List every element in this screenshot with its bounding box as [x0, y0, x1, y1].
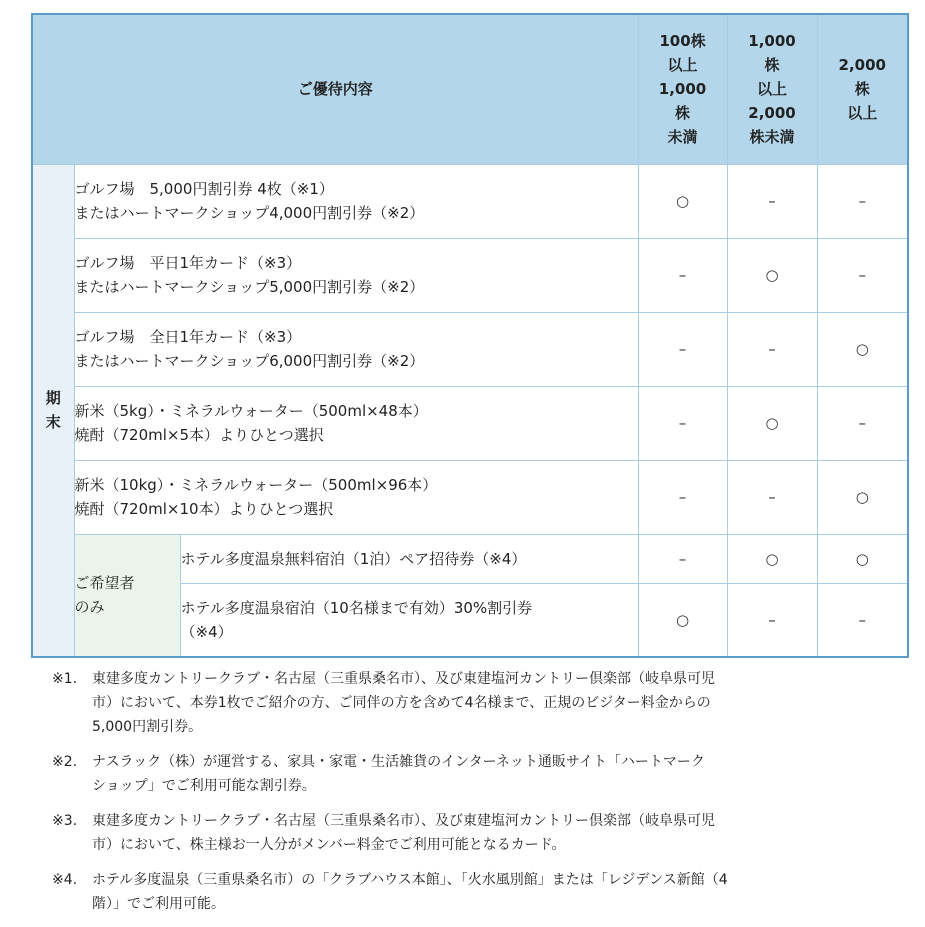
footnote-3 — [52, 809, 842, 857]
side-label-char: 末 — [45, 413, 61, 432]
benefit-line: またはハートマークショップ4,000円割引券（※2） — [74, 204, 425, 222]
tier-3-mark: – — [817, 386, 908, 460]
benefit-line: またはハートマークショップ5,000円割引券（※2） — [74, 278, 425, 296]
benefit-description — [74, 386, 638, 460]
header-tier-2-line: 以上 — [757, 80, 788, 99]
on-request-only-label — [74, 534, 180, 657]
footnote-2 — [52, 750, 842, 798]
header-tier-1-line: 1,000 — [658, 80, 707, 99]
footnote-line: ホテル多度温泉（三重県桑名市）の「クラブハウス本館」、「火水風別館」または「レジデンス新館（4 — [92, 872, 728, 888]
table-row — [32, 534, 908, 583]
tier-2-mark: ○ — [727, 386, 817, 460]
benefit-line: （※4） — [180, 622, 233, 641]
footnote-line: 階）」でご利用可能。 — [92, 896, 225, 912]
side-label-char: 期 — [45, 389, 61, 408]
benefit-line: ホテル多度温泉宿泊（10名様まで有効）30%割引券 — [180, 598, 533, 617]
tier-3-mark: – — [817, 164, 908, 238]
tier-2-mark: – — [727, 164, 817, 238]
footnote-label: ※3. — [52, 813, 78, 829]
tier-1-mark: – — [638, 460, 727, 534]
sub-label-line: ご希望者 — [74, 574, 135, 593]
tier-3-mark: ○ — [817, 534, 908, 583]
footnote-line: 市）において、株主様お一人分がメンバー料金でご利用可能となるカード。 — [92, 837, 566, 853]
footnotes — [52, 667, 842, 927]
period-label-year-end — [32, 164, 74, 657]
benefits-table-wrapper — [31, 13, 907, 658]
tier-3-mark: – — [817, 238, 908, 312]
footnote-line: ショップ」でご利用可能な割引券。 — [92, 778, 316, 794]
footnote-line: 東建多度カントリークラブ・名古屋（三重県桑名市）、及び東建塩河カントリー倶楽部（岐阜県可児 — [92, 671, 715, 687]
header-tier-2-line: 株未満 — [749, 128, 795, 147]
footnote-text — [92, 667, 842, 739]
footnote-line: ナスラック（株）が運営する、家具・家電・生活雑貨のインターネット通販サイト「ハートマーク — [92, 754, 705, 770]
benefit-line: ゴルフ場 全日1年カード（※3） — [74, 328, 302, 346]
footnote-line: 5,000円割引券。 — [92, 719, 203, 735]
header-tier-3-line: 株 — [854, 80, 870, 99]
table-row — [32, 386, 908, 460]
benefit-description — [180, 534, 638, 583]
tier-3-mark: ○ — [817, 460, 908, 534]
benefit-description — [74, 164, 638, 238]
benefit-line: ゴルフ場 平日1年カード（※3） — [74, 254, 302, 272]
table-row — [32, 238, 908, 312]
header-tier-3-line: 以上 — [847, 104, 878, 123]
benefit-line: ホテル多度温泉無料宿泊（1泊）ペア招待券（※4） — [180, 549, 527, 568]
header-content: ご優待内容 — [32, 14, 638, 164]
header-tier-2-line: 1,000 — [748, 32, 796, 51]
header-tier-1-line: 以上 — [667, 56, 698, 75]
tier-1-mark: – — [638, 386, 727, 460]
benefit-description — [74, 460, 638, 534]
tier-3-mark: – — [817, 583, 908, 657]
shareholder-benefits-table — [31, 13, 909, 658]
benefit-description — [74, 312, 638, 386]
benefit-line: 新米（10kg）・ミネラルウォーター（500ml×96本） — [74, 476, 438, 494]
header-tier-1 — [638, 14, 727, 164]
tier-1-mark: – — [638, 534, 727, 583]
benefit-description — [180, 583, 638, 657]
benefit-line: 焼酎（720ml×5本）よりひとつ選択 — [74, 426, 324, 444]
tier-2-mark: – — [727, 312, 817, 386]
footnote-label: ※1. — [52, 671, 78, 687]
footnote-1 — [52, 667, 842, 739]
tier-1-mark: ○ — [638, 583, 727, 657]
header-tier-2-line: 2,000 — [748, 104, 796, 123]
footnote-4 — [52, 868, 842, 916]
tier-1-mark: – — [638, 238, 727, 312]
header-tier-1-line: 株 — [675, 104, 691, 123]
header-tier-3-line: 2,000 — [838, 56, 886, 75]
benefit-line: 焼酎（720ml×10本）よりひとつ選択 — [74, 500, 334, 518]
header-tier-2-line: 株 — [764, 56, 780, 75]
footnote-text — [92, 868, 842, 916]
footnote-text — [92, 750, 842, 798]
tier-3-mark: ○ — [817, 312, 908, 386]
header-tier-2 — [727, 14, 817, 164]
header-tier-1-line: 100株 — [659, 32, 706, 51]
benefit-line: 新米（5kg）・ミネラルウォーター（500ml×48本） — [74, 402, 428, 420]
header-row — [32, 14, 908, 164]
sub-label-line: のみ — [74, 598, 105, 617]
footnote-text — [92, 809, 842, 857]
header-tier-3 — [817, 14, 908, 164]
tier-2-mark: – — [727, 583, 817, 657]
benefit-line: またはハートマークショップ6,000円割引券（※2） — [74, 352, 425, 370]
tier-2-mark: ○ — [727, 534, 817, 583]
footnote-label: ※2. — [52, 754, 78, 770]
header-tier-1-line: 未満 — [667, 128, 698, 147]
footnote-label: ※4. — [52, 872, 78, 888]
table-row — [32, 460, 908, 534]
tier-1-mark: – — [638, 312, 727, 386]
benefit-description — [74, 238, 638, 312]
table-row — [32, 312, 908, 386]
tier-1-mark: ○ — [638, 164, 727, 238]
footnote-line: 東建多度カントリークラブ・名古屋（三重県桑名市）、及び東建塩河カントリー倶楽部（岐阜県可児 — [92, 813, 715, 829]
table-row — [32, 164, 908, 238]
tier-2-mark: ○ — [727, 238, 817, 312]
benefit-line: ゴルフ場 5,000円割引券 4枚（※1） — [74, 180, 334, 198]
footnote-line: 市）において、本券1枚でご紹介の方、ご同伴の方を含めて4名様まで、正規のビジター料金からの — [92, 695, 711, 711]
tier-2-mark: – — [727, 460, 817, 534]
